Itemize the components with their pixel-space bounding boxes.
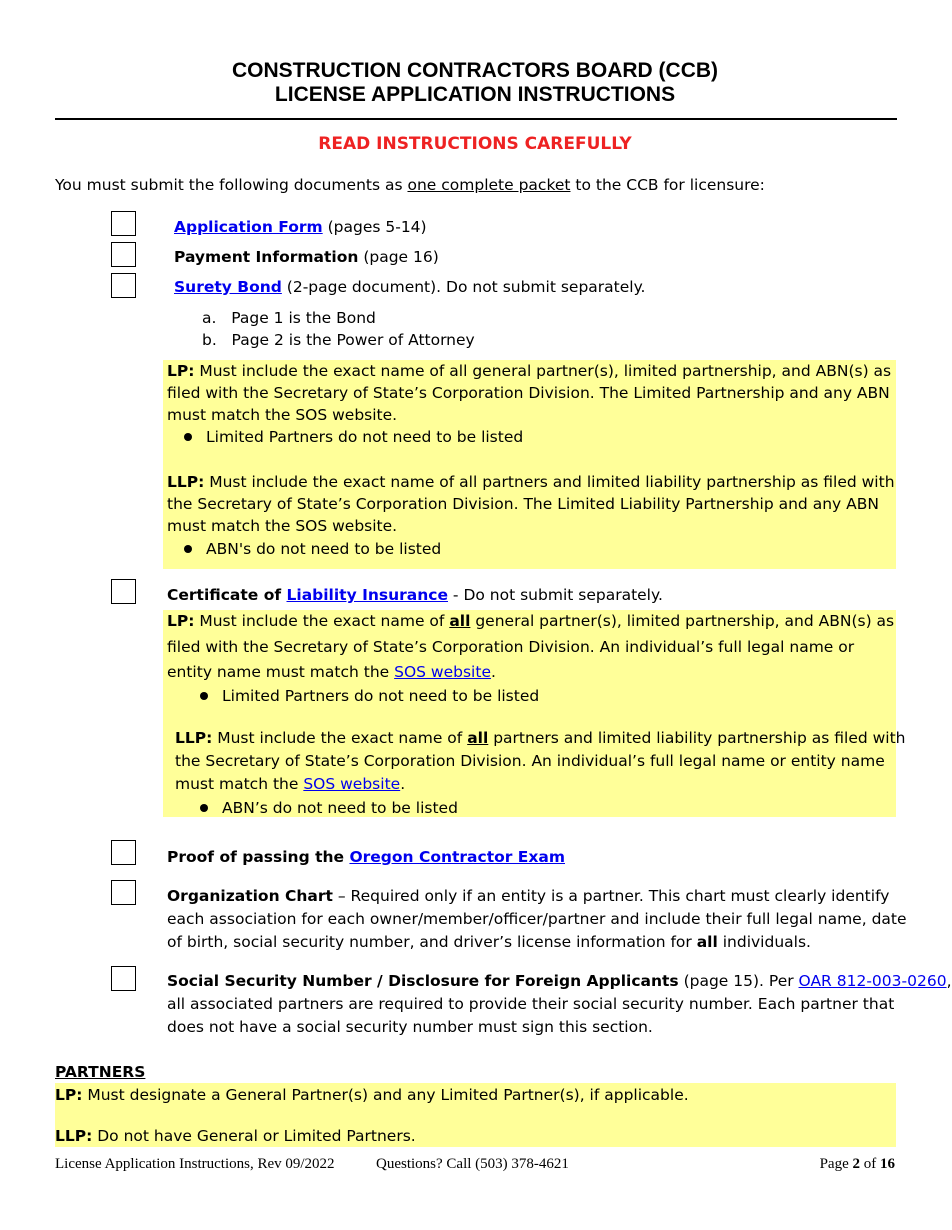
org-chart-line1: Organization Chart – Required only if an entity is a partner. This chart must clearly identify	[167, 887, 890, 905]
header-divider	[55, 118, 897, 120]
bond-lp-line3: must match the SOS website.	[167, 406, 398, 424]
bond-llp-bullet: ABN's do not need to be listed	[184, 538, 441, 561]
org-chart-line3: of birth, social security number, and driver’s license information for all individuals.	[167, 933, 811, 951]
footer-revision: License Application Instructions, Rev 09/2022	[55, 1156, 335, 1172]
application-form-item: Application Form (pages 5-14)	[174, 218, 427, 236]
ins-llp-bullet: ABN’s do not need to be listed	[200, 797, 458, 820]
bond-lp-line1: LP: Must include the exact name of all general partner(s), limited partnership, and ABN(s) as	[167, 362, 892, 380]
ins-llp-line3: must match the SOS website.	[175, 775, 406, 793]
partners-heading: PARTNERS	[55, 1063, 146, 1081]
intro-text: You must submit the following documents as one complete packet to the CCB for licensure:	[55, 176, 765, 194]
bond-llp-line3: must match the SOS website.	[167, 517, 398, 535]
ssn-line2: all associated partners are required to provide their social security number. Each partner that	[167, 995, 895, 1013]
liability-insurance-link[interactable]: Liability Insurance	[286, 586, 448, 604]
surety-sub-b: b. Page 2 is the Power of Attorney	[202, 331, 475, 349]
ins-lp-line1: LP: Must include the exact name of all general partner(s), limited partnership, and ABN(s) as	[167, 612, 895, 630]
payment-checkbox[interactable]	[111, 242, 136, 267]
application-form-link[interactable]: Application Form	[174, 218, 323, 236]
ins-llp-line2: the Secretary of State’s Corporation Division. An individual’s full legal name or entity name	[175, 752, 885, 770]
ins-lp-line2: filed with the Secretary of State’s Corporation Division. An individual’s full legal name or	[167, 638, 855, 656]
ins-llp-sos-link[interactable]: SOS website	[303, 775, 401, 793]
warning-heading: READ INSTRUCTIONS CAREFULLY	[318, 134, 632, 154]
oar-link[interactable]: OAR 812-003-0260	[798, 972, 947, 990]
payment-item: Payment Information (page 16)	[174, 248, 439, 266]
org-chart-line2: each association for each owner/member/officer/partner and include their full legal name, date	[167, 910, 907, 928]
ssn-line1: Social Security Number / Disclosure for Foreign Applicants (page 15). Per OAR 812-003-0260,	[167, 972, 952, 990]
ins-lp-line3: entity name must match the SOS website.	[167, 663, 496, 681]
bond-llp-line2: the Secretary of State’s Corporation Division. The Limited Liability Partnership and any ABN	[167, 495, 879, 513]
bond-lp-line2: filed with the Secretary of State’s Corporation Division. The Limited Partnership and any ABN	[167, 384, 890, 402]
partners-lp: LP: Must designate a General Partner(s) and any Limited Partner(s), if applicable.	[55, 1086, 689, 1104]
ins-lp-sos-link[interactable]: SOS website	[394, 663, 491, 681]
surety-sub-a: a. Page 1 is the Bond	[202, 309, 376, 327]
oregon-exam-link[interactable]: Oregon Contractor Exam	[349, 848, 565, 866]
surety-bond-checkbox[interactable]	[111, 273, 136, 298]
partners-llp: LLP: Do not have General or Limited Partners.	[55, 1127, 416, 1145]
exam-item: Proof of passing the Oregon Contractor Exam	[167, 848, 565, 866]
bond-llp-line1: LLP: Must include the exact name of all partners and limited liability partnership as filed with	[167, 473, 895, 491]
page-title-line1: CONSTRUCTION CONTRACTORS BOARD (CCB)	[231, 59, 719, 82]
footer-page-number: Page 2 of 16	[819, 1156, 895, 1172]
bond-lp-bullet: Limited Partners do not need to be listed	[184, 426, 523, 449]
ins-lp-bullet: Limited Partners do not need to be listed	[200, 685, 539, 708]
surety-bond-item: Surety Bond (2-page document). Do not submit separately.	[174, 278, 646, 296]
ins-llp-line1: LLP: Must include the exact name of all partners and limited liability partnership as filed with	[175, 729, 906, 747]
org-chart-checkbox[interactable]	[111, 880, 136, 905]
surety-bond-link[interactable]: Surety Bond	[174, 278, 282, 296]
liability-insurance-item: Certificate of Liability Insurance - Do not submit separately.	[167, 586, 663, 604]
exam-checkbox[interactable]	[111, 840, 136, 865]
liability-insurance-checkbox[interactable]	[111, 579, 136, 604]
footer-phone: Questions? Call (503) 378-4621	[376, 1156, 569, 1172]
page-title-line2: LICENSE APPLICATION INSTRUCTIONS	[274, 83, 676, 106]
ssn-line3: does not have a social security number must sign this section.	[167, 1018, 653, 1036]
application-form-checkbox[interactable]	[111, 211, 136, 236]
ssn-checkbox[interactable]	[111, 966, 136, 991]
